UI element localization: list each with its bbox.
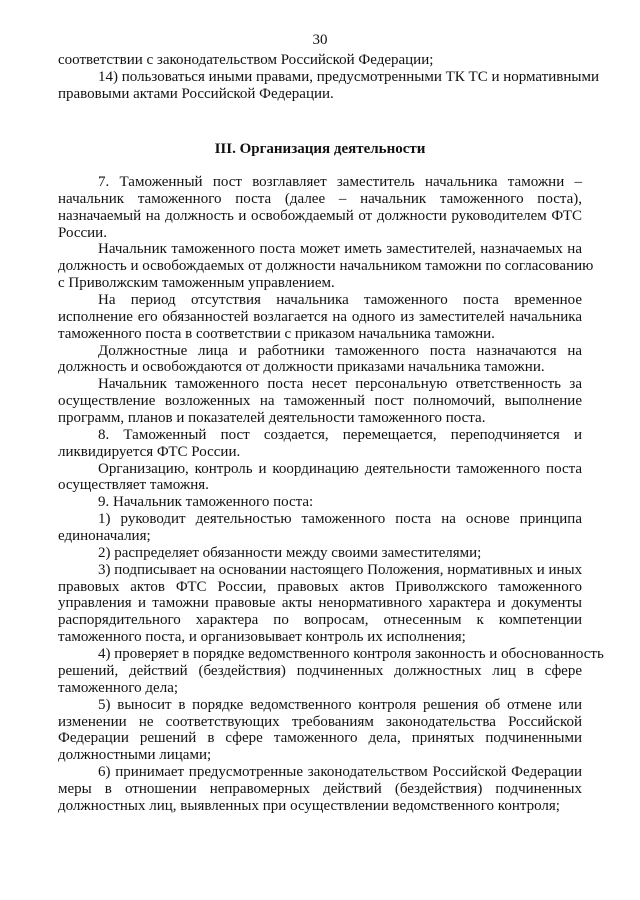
paragraph xyxy=(58,461,582,495)
text-line: осуществляет таможня. xyxy=(58,477,209,494)
paragraph xyxy=(58,511,582,545)
text-line: На период отсутствия начальника таможенного поста временное xyxy=(98,292,582,309)
text-line: должностных лиц, выявленных при осуществлении ведомственного контроля; xyxy=(58,797,560,814)
text-line: таможенного поста в соответствии с приказом начальника таможни. xyxy=(58,325,495,342)
paragraph xyxy=(58,562,582,646)
text-line: таможенного дела; xyxy=(58,679,179,696)
text-line: осуществление возложенных на таможенный пост полномочий, выполнение xyxy=(58,393,582,410)
paragraph xyxy=(58,343,582,377)
text-line: 1) руководит деятельностью таможенного поста на основе принципа xyxy=(98,511,582,528)
text-line: изменении не соответствующих требованиям законодательства Российской xyxy=(58,713,582,730)
text-line: 3) подписывает на основании настоящего Положения, нормативных и иных xyxy=(98,561,583,578)
text-line: Начальник таможенного поста несет персональную ответственность за xyxy=(98,376,582,393)
body-text xyxy=(58,174,604,815)
paragraph xyxy=(58,697,582,764)
paragraph xyxy=(58,646,604,697)
text-line: 9. Начальник таможенного поста: xyxy=(98,494,314,511)
paragraph xyxy=(58,68,599,103)
text-line: Должностные лица и работники таможенного поста назначаются на xyxy=(98,342,582,359)
paragraph xyxy=(58,292,582,343)
text-line: правовыми актами Российской Федерации. xyxy=(58,85,334,102)
text-line: 2) распределяет обязанности между своими заместителями; xyxy=(98,544,482,561)
paragraph xyxy=(58,52,582,69)
paragraph xyxy=(58,376,582,427)
section-heading: III. Организация деятельности xyxy=(214,141,426,157)
paragraph xyxy=(58,545,582,562)
text-line: должность и освобождаются от должности приказами начальника таможни. xyxy=(58,359,545,376)
paragraph xyxy=(58,174,582,241)
text-line: 7. Таможенный пост возглавляет заместитель начальника таможни – xyxy=(98,174,582,190)
text-line: Организацию, контроль и координацию деятельности таможенного поста xyxy=(98,460,582,477)
text-line: управления и таможни правовые акты ненормативного характера и документы xyxy=(58,595,582,612)
text-line: 8. Таможенный пост создается, перемещается, переподчиняется и xyxy=(98,426,582,443)
text-line: единоначалия; xyxy=(58,528,151,545)
text-line: 14) пользоваться иными правами, предусмотренными ТК ТС и нормативными xyxy=(98,68,599,85)
intro-text xyxy=(58,52,599,103)
paragraph xyxy=(58,764,582,815)
text-line: начальник таможенного поста (далее – начальник таможенного поста), xyxy=(58,190,582,207)
text-line: ликвидируется ФТС России. xyxy=(58,443,241,460)
text-line: меры в отношении неправомерных действий (бездействия) подчиненных xyxy=(58,780,582,797)
paragraph xyxy=(58,427,582,461)
text-line: Начальник таможенного поста может иметь заместителей, назначаемых на xyxy=(98,241,582,258)
text-line: назначаемый на должность и освобождаемый от должности руководителем ФТС xyxy=(58,207,582,224)
text-line: с Приволжским таможенным управлением. xyxy=(58,275,335,292)
text-line: решений, действий (бездействия) подчиненных должностных лиц в сфере xyxy=(58,662,582,679)
text-line: 6) принимает предусмотренные законодательством Российской Федерации xyxy=(98,764,582,781)
text-line: Федерации решений в сфере таможенного дела, принятых подчиненными xyxy=(58,730,582,747)
text-line: 4) проверяет в порядке ведомственного контроля законность и обоснованность xyxy=(98,646,604,663)
text-line: правовых актов ФТС России, правовых актов Приволжского таможенного xyxy=(58,578,582,595)
text-line: должностными лицами; xyxy=(58,747,212,764)
text-line: должность и освобождаемых от должности начальником таможни по согласованию xyxy=(58,258,594,275)
text-line: программ, планов и показателей деятельности таможенного поста. xyxy=(58,410,486,427)
paragraph xyxy=(58,494,582,511)
text-line: исполнение его обязанностей возлагается на одного из заместителей начальника xyxy=(58,308,582,325)
text-line: России. xyxy=(58,224,107,241)
text-line: соответствии с законодательством Российской Федерации; xyxy=(58,52,434,68)
text-line: таможенного поста, и организовывает контроль их исполнения; xyxy=(58,629,466,646)
text-line: распорядительного характера по вопросам, отнесенным к компетенции xyxy=(58,612,582,629)
paragraph xyxy=(58,241,594,292)
text-line: 5) выносит в порядке ведомственного контроля решения об отмене или xyxy=(98,696,582,713)
page-number: 30 xyxy=(312,32,328,48)
